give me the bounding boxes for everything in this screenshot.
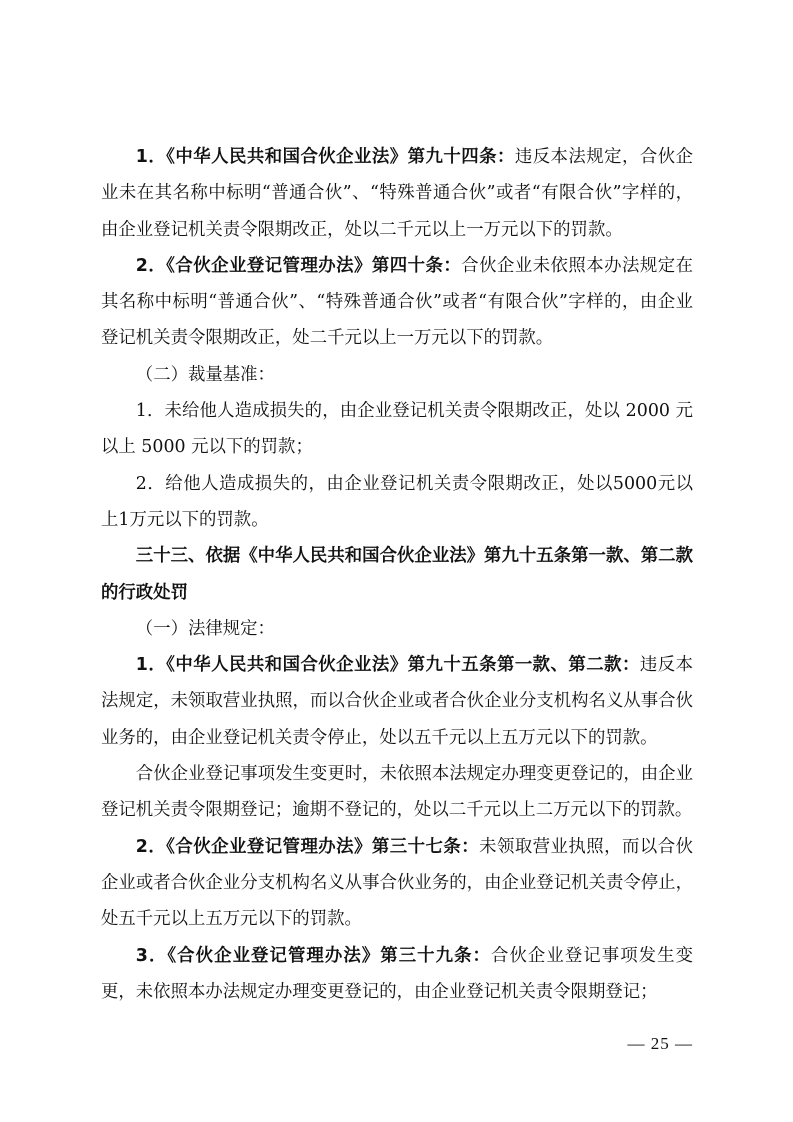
paragraph-1-title: 1．《中华人民共和国合伙企业法》第九十四条： <box>135 147 515 167</box>
paragraph-9 <box>101 756 693 829</box>
paragraph-8 <box>101 647 693 756</box>
paragraph-8-title: 1．《中华人民共和国合伙企业法》第九十五条第一款、第二款： <box>135 655 640 676</box>
paragraph-11-text: 合伙企业登记事项发生变更，未依照本办法规定办理变更登记的，由企业登记机关责令限期登记； <box>101 945 693 1002</box>
paragraph-7 <box>101 611 693 647</box>
paragraph-1-text: 违反本法规定，合伙企业未在其名称中标明“普通合伙”、“特殊普通合伙”或者“有限合伙”字样的，由企业登记机关责令限期改正，处以二千元以上一万元以下的罚款。 <box>101 147 693 240</box>
paragraph-5-text: 2．给他人造成损失的，由企业登记机关责令限期改正，处以5000元以上1万元以下的罚款。 <box>101 473 693 530</box>
paragraph-10-text: 未领取营业执照，而以合伙企业或者合伙企业分支机构名义从事合伙业务的，由企业登记机关责令停止，处五千元以上五万元以下的罚款。 <box>101 836 693 930</box>
paragraph-10-title: 2．《合伙企业登记管理办法》第三十七条： <box>135 836 480 857</box>
paragraph-2 <box>101 248 693 357</box>
paragraph-3-text: （二）裁量基准： <box>135 364 275 385</box>
paragraph-10 <box>101 829 693 938</box>
page-number: — 25 — <box>627 1034 693 1053</box>
section-heading: 三十三、依据《中华人民共和国合伙企业法》第九十五条第一款、第二款的行政处罚 <box>101 546 693 603</box>
document-body <box>101 139 693 1010</box>
paragraph-3 <box>101 357 693 393</box>
paragraph-11-title: 3．《合伙企业登记管理办法》第三十九条： <box>135 945 491 966</box>
paragraph-11 <box>101 938 693 1011</box>
paragraph-5 <box>101 466 693 539</box>
paragraph-1 <box>101 139 693 248</box>
paragraph-2-text: 合伙企业未依照本办法规定在其名称中标明“普通合伙”、“特殊普通合伙”或者“有限合伙”字样的，由企业登记机关责令限期改正，处二千元以上一万元以下的罚款。 <box>101 255 693 349</box>
paragraph-9-text: 合伙企业登记事项发生变更时，未依照本法规定办理变更登记的，由企业登记机关责令限期登记；逾期不登记的，处以二千元以上二万元以下的罚款。 <box>101 764 693 821</box>
paragraph-4 <box>101 393 693 466</box>
paragraph-4-text: 1．未给他人造成损失的，由企业登记机关责令限期改正，处以 2000 元以上 5000 元以下的罚款； <box>101 401 693 458</box>
paragraph-2-title: 2．《合伙企业登记管理办法》第四十条： <box>135 255 462 276</box>
paragraph-8-text: 违反本法规定，未领取营业执照，而以合伙企业或者合伙企业分支机构名义从事合伙业务的，由企业登记机关责令停止，处以五千元以上五万元以下的罚款。 <box>101 655 693 748</box>
paragraph-7-text: （一）法律规定： <box>135 618 275 639</box>
